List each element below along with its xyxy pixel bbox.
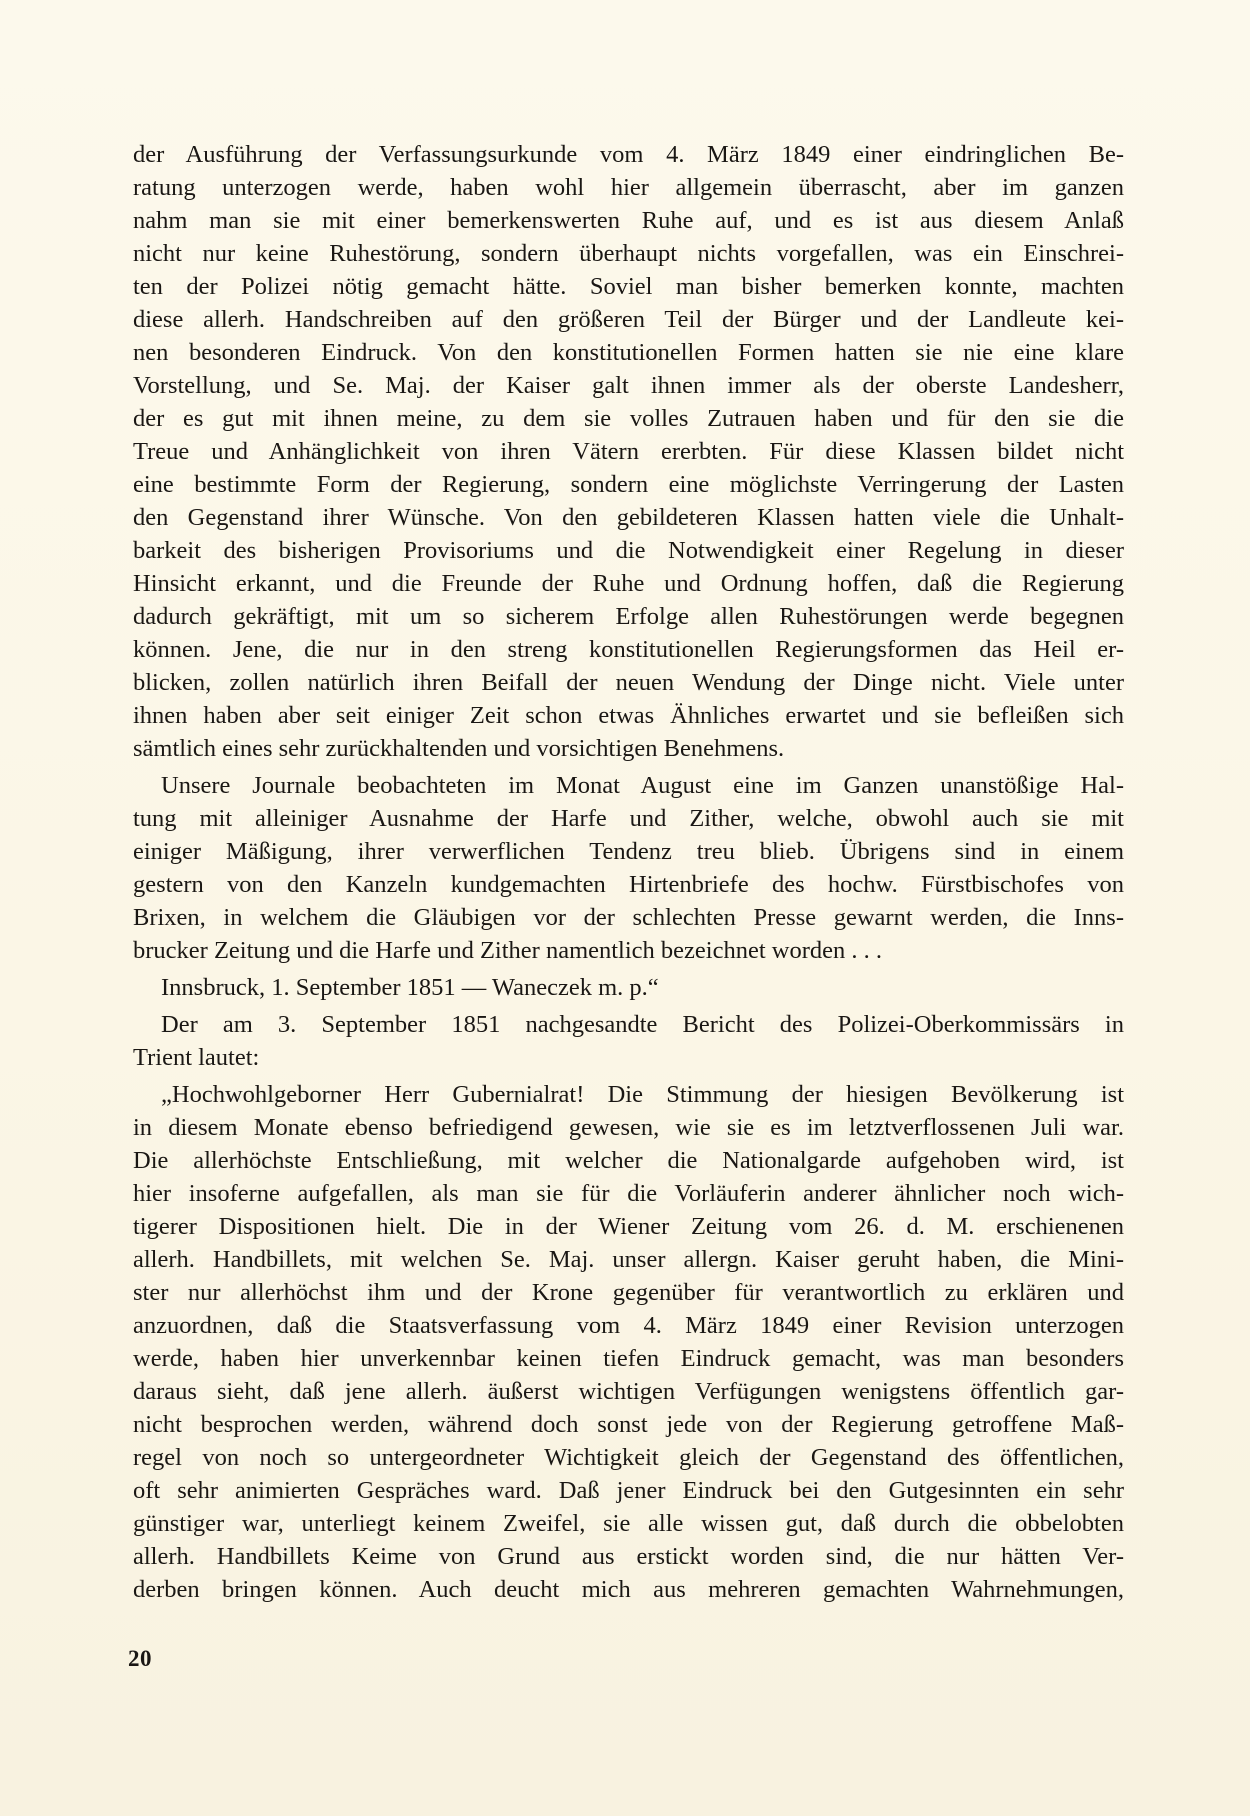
text-line: Treue und Anhänglichkeit von ihren Vätern ererbten. Für diese Klassen bildet nicht: [133, 438, 1124, 465]
text-line: einiger Mäßigung, ihrer verwerflichen Tendenz treu blieb. Übrigens sind in einem: [133, 838, 1124, 865]
text-line: ten der Polizei nötig gemacht hätte. Soviel man bisher bemerken konnte, machten: [133, 273, 1124, 300]
paragraph: [133, 769, 1124, 967]
text-line: Unsere Journale beobachteten im Monat August eine im Ganzen unanstößige Hal-: [161, 772, 1124, 799]
text-line: diese allerh. Handschreiben auf den größeren Teil der Bürger und der Landleute kei-: [133, 306, 1124, 333]
paragraph: [133, 138, 1124, 765]
text-line: „Hochwohlgeborner Herr Gubernialrat! Die Stimmung der hiesigen Bevölkerung ist: [161, 1081, 1124, 1108]
text-line: derben bringen können. Auch deucht mich aus mehreren gemachten Wahrnehmungen,: [133, 1576, 1124, 1603]
text-line: nicht nur keine Ruhestörung, sondern überhaupt nichts vorgefallen, was ein Einschrei-: [133, 240, 1124, 267]
text-line: tigerer Dispositionen hielt. Die in der Wiener Zeitung vom 26. d. M. erschienenen: [133, 1213, 1124, 1240]
text-line: daraus sieht, daß jene allerh. äußerst wichtigen Verfügungen wenigstens öffentlich gar-: [133, 1378, 1124, 1405]
text-line: regel von noch so untergeordneter Wichtigkeit gleich der Gegenstand des öffentlichen,: [133, 1444, 1124, 1471]
text-line: allerh. Handbillets Keime von Grund aus erstickt worden sind, die nur hätten Ver-: [133, 1543, 1124, 1570]
text-line: günstiger war, unterliegt keinem Zweifel, sie alle wissen gut, daß durch die obbelobten: [133, 1510, 1124, 1537]
text-line: blicken, zollen natürlich ihren Beifall der neuen Wendung der Dinge nicht. Viele unter: [133, 669, 1124, 696]
text-line: den Gegenstand ihrer Wünsche. Von den gebildeteren Klassen hatten viele die Unhalt-: [133, 504, 1124, 531]
text-line: allerh. Handbillets, mit welchen Se. Maj. unser allergn. Kaiser geruht haben, die Mini-: [133, 1246, 1124, 1273]
body-text: [133, 138, 1124, 1606]
text-line: werde, haben hier unverkennbar keinen tiefen Eindruck gemacht, was man besonders: [133, 1345, 1124, 1372]
text-line: Die allerhöchste Entschließung, mit welcher die Nationalgarde aufgehoben wird, ist: [133, 1147, 1124, 1174]
text-line: können. Jene, die nur in den streng konstitutionellen Regierungsformen das Heil er-: [133, 636, 1124, 663]
text-line: eine bestimmte Form der Regierung, sondern eine möglichste Verringerung der Lasten: [133, 471, 1124, 498]
text-line: Brixen, in welchem die Gläubigen vor der schlechten Presse gewarnt werden, die Inns-: [133, 904, 1124, 931]
text-line: ster nur allerhöchst ihm und der Krone gegenüber für verantwortlich zu erklären und: [133, 1279, 1124, 1306]
text-line: Der am 3. September 1851 nachgesandte Bericht des Polizei-Oberkommissärs in: [161, 1011, 1124, 1038]
text-line: Vorstellung, und Se. Maj. der Kaiser galt ihnen immer als der oberste Landesherr,: [133, 372, 1124, 399]
text-line: sämtlich eines sehr zurückhaltenden und vorsichtigen Benehmens.: [133, 735, 785, 762]
text-line: ratung unterzogen werde, haben wohl hier allgemein überrascht, aber im ganzen: [133, 174, 1124, 201]
text-line: Innsbruck, 1. September 1851 — Waneczek m. p.“: [161, 974, 659, 1001]
text-line: der es gut mit ihnen meine, zu dem sie volles Zutrauen haben und für den sie die: [133, 405, 1124, 432]
text-line: brucker Zeitung und die Harfe und Zither namentlich bezeichnet worden . . .: [133, 937, 883, 964]
text-line: oft sehr animierten Gespräches ward. Daß jener Eindruck bei den Gutgesinnten ein sehr: [133, 1477, 1124, 1504]
text-line: nicht besprochen werden, während doch sonst jede von der Regierung getroffene Maß-: [133, 1411, 1124, 1438]
text-line: hier insoferne aufgefallen, als man sie für die Vorläuferin anderer ähnlicher noch wich-: [133, 1180, 1124, 1207]
paragraph: [133, 971, 1124, 1004]
paragraph: [133, 1078, 1124, 1606]
text-line: nahm man sie mit einer bemerkenswerten Ruhe auf, und es ist aus diesem Anlaß: [133, 207, 1124, 234]
text-line: gestern von den Kanzeln kundgemachten Hirtenbriefe des hochw. Fürstbischofes von: [133, 871, 1124, 898]
text-line: der Ausführung der Verfassungsurkunde vom 4. März 1849 einer eindringlichen Be-: [133, 141, 1124, 168]
text-line: tung mit alleiniger Ausnahme der Harfe und Zither, welche, obwohl auch sie mit: [133, 805, 1124, 832]
text-line: Hinsicht erkannt, und die Freunde der Ruhe und Ordnung hoffen, daß die Regierung: [133, 570, 1124, 597]
text-line: anzuordnen, daß die Staatsverfassung vom 4. März 1849 einer Revision unterzogen: [133, 1312, 1124, 1339]
text-line: barkeit des bisherigen Provisoriums und die Notwendigkeit einer Regelung in dieser: [133, 537, 1124, 564]
text-line: in diesem Monate ebenso befriedigend gewesen, wie sie es im letztverflossenen Juli war.: [133, 1114, 1124, 1141]
text-line: nen besonderen Eindruck. Von den konstitutionellen Formen hatten sie nie eine klare: [133, 339, 1124, 366]
text-line: ihnen haben aber seit einiger Zeit schon etwas Ähnliches erwartet und sie befleißen sich: [133, 702, 1124, 729]
text-line: Trient lautet:: [133, 1044, 260, 1071]
paragraph: [133, 1008, 1124, 1074]
text-line: dadurch gekräftigt, mit um so sicherem Erfolge allen Ruhestörungen werde begegnen: [133, 603, 1124, 630]
page-number: 20: [128, 1646, 152, 1671]
